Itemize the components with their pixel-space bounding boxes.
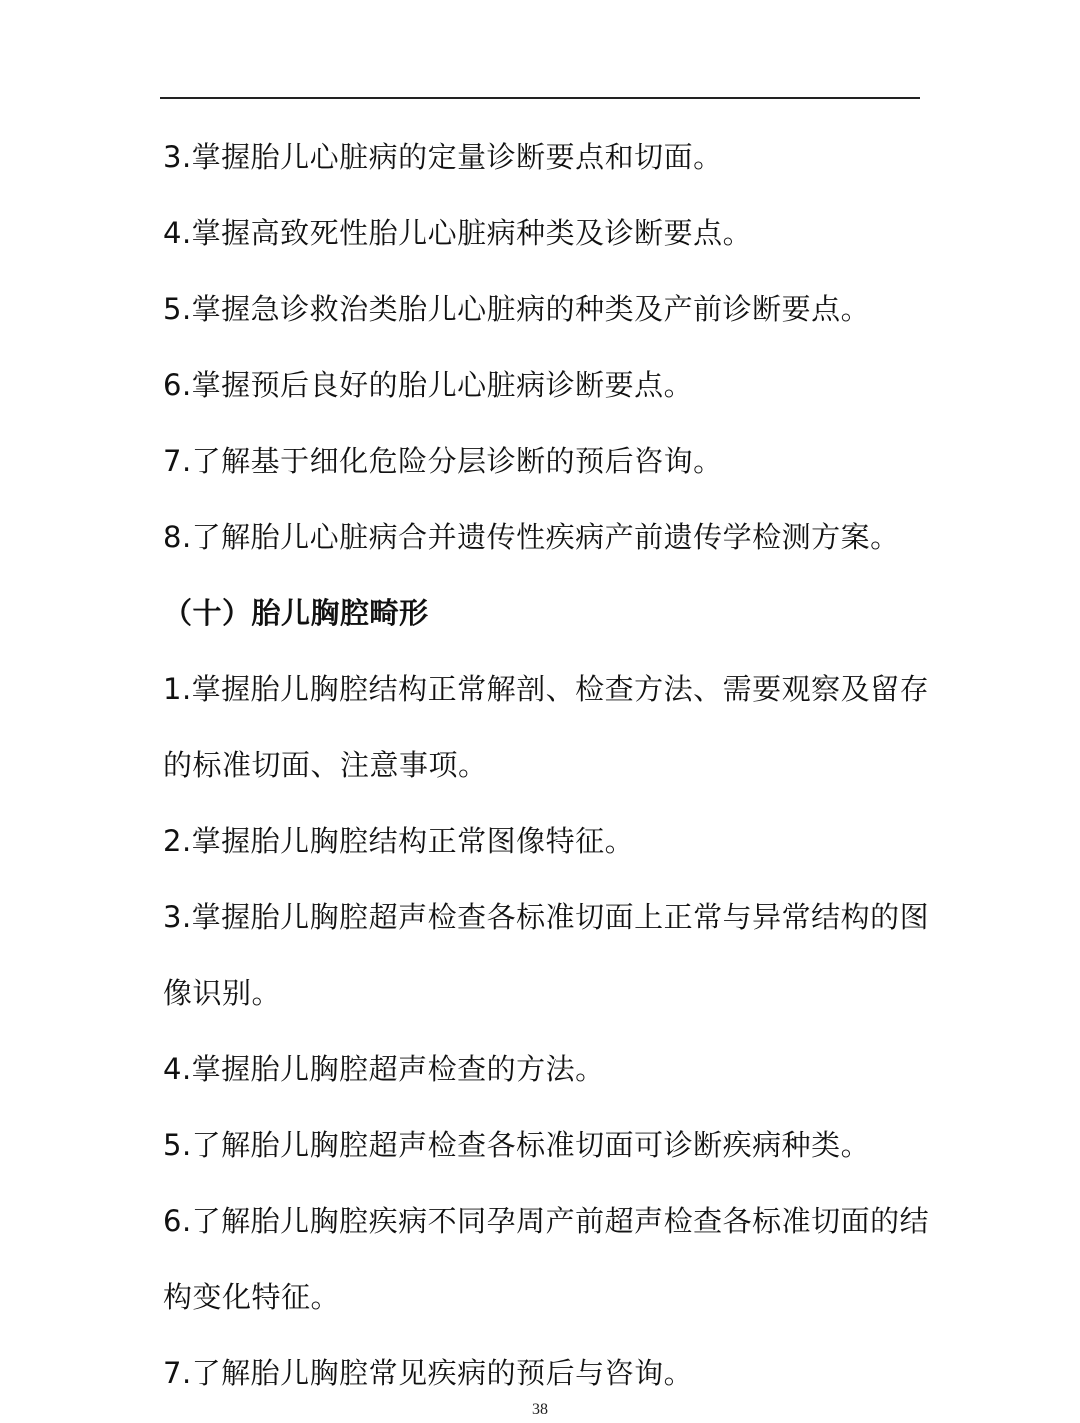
text-line: 6.了解胎儿胸腔疾病不同孕周产前超声检查各标准切面的结 — [163, 1204, 930, 1238]
text-line: 5.掌握急诊救治类胎儿心脏病的种类及产前诊断要点。 — [163, 292, 871, 326]
text-line: 6.掌握预后良好的胎儿心脏病诊断要点。 — [163, 368, 694, 402]
header-rule — [160, 97, 920, 99]
text-line: 像识别。 — [163, 976, 282, 1010]
text-line: 8.了解胎儿心脏病合并遗传性疾病产前遗传学检测方案。 — [163, 520, 900, 554]
text-line: 3.掌握胎儿胸腔超声检查各标准切面上正常与异常结构的图 — [163, 900, 930, 934]
text-line: 4.掌握高致死性胎儿心脏病种类及诊断要点。 — [163, 216, 753, 250]
text-line: 3.掌握胎儿心脏病的定量诊断要点和切面。 — [163, 140, 723, 174]
text-line: 的标准切面、注意事项。 — [163, 748, 488, 782]
text-line: 1.掌握胎儿胸腔结构正常解剖、检查方法、需要观察及留存 — [163, 672, 930, 706]
text-line: 2.掌握胎儿胸腔结构正常图像特征。 — [163, 824, 635, 858]
section-heading: （十）胎儿胸腔畸形 — [163, 596, 429, 630]
text-line: 7.了解胎儿胸腔常见疾病的预后与咨询。 — [163, 1356, 694, 1390]
text-line: 构变化特征。 — [163, 1280, 341, 1314]
text-line: 7.了解基于细化危险分层诊断的预后咨询。 — [163, 444, 723, 478]
text-line: 5.了解胎儿胸腔超声检查各标准切面可诊断疾病种类。 — [163, 1128, 871, 1162]
text-line: 4.掌握胎儿胸腔超声检查的方法。 — [163, 1052, 605, 1086]
page-number: 38 — [532, 1401, 548, 1418]
